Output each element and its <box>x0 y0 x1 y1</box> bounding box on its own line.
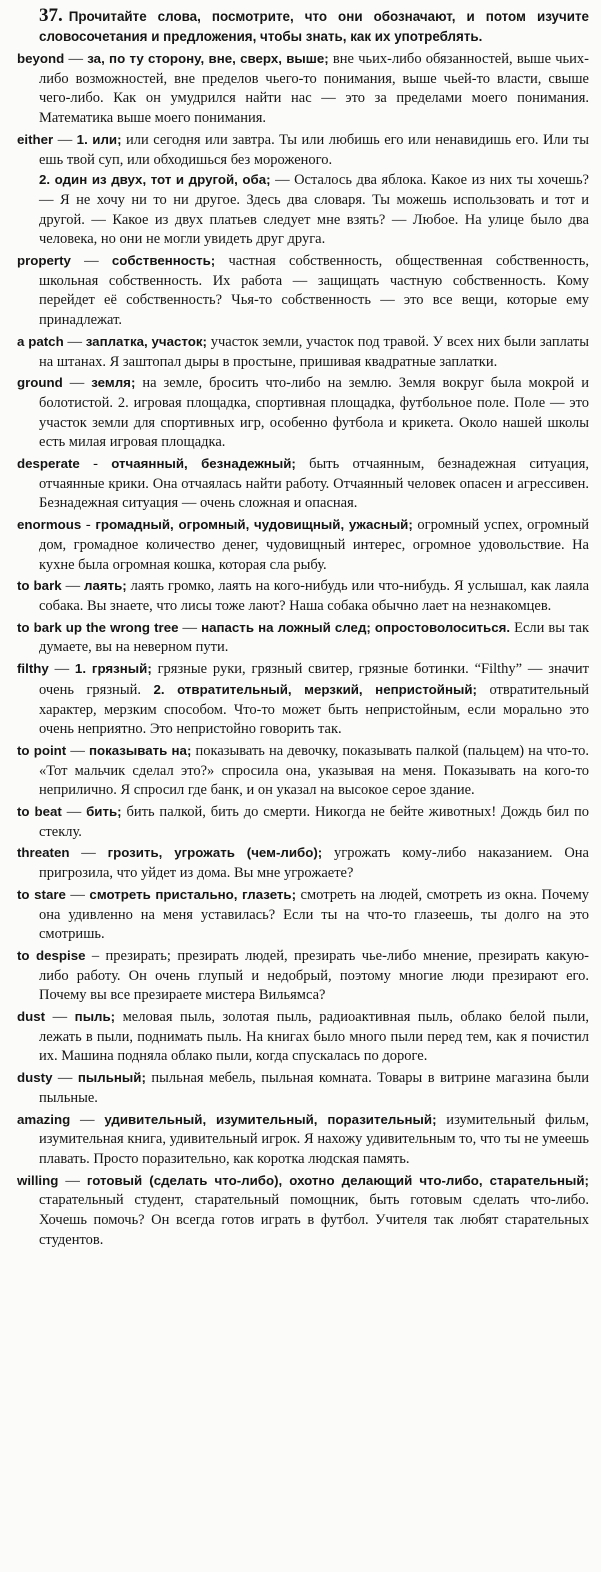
exercise-number: 37. <box>39 5 63 26</box>
headword: beyond <box>17 51 65 66</box>
gloss: пыль; <box>74 1009 116 1025</box>
headword: to bark up the wrong tree <box>17 619 179 635</box>
gloss: отчаянный, безнадежный; <box>111 456 296 472</box>
gloss: заплатка, участок; <box>85 333 207 349</box>
gloss: лаять; <box>84 578 127 594</box>
entry-text: изумительный фильм, изумительная книга, удивительный игрок. Я нахожу удивительным то, что ты не умеешь плавать. Просто поразительно, как коротка людская память. <box>39 1111 589 1167</box>
entry-text: Если вы так думаете, вы на неверном пути. <box>39 619 590 656</box>
entry-amazing <box>17 1110 589 1170</box>
entry-filthy <box>17 659 589 740</box>
separator: — <box>69 845 108 862</box>
entry-text: угрожать кому-либо наказанием. Она пригрозила, что уйдет из дома. Вы мне угрожаете? <box>39 845 589 882</box>
headword: threaten <box>17 845 70 861</box>
entry-enormous <box>17 515 589 575</box>
entry-to-bark-up-the-wrong-tree <box>17 618 589 658</box>
entry-willing <box>17 1171 589 1251</box>
gloss: готовый (сделать что-либо), охотно делающий что-либо, старательный; <box>86 1172 589 1188</box>
headword: filthy <box>17 661 49 677</box>
gloss: собственность; <box>111 253 216 269</box>
entry-to-point <box>17 741 589 801</box>
gloss-second-sense: 2. один из двух, тот и другой, оба; <box>39 172 271 188</box>
entry-beyond <box>17 49 589 129</box>
gloss: за, по ту сторону, вне, сверх, выше; <box>87 51 329 66</box>
entry-threaten <box>17 843 589 883</box>
entry-property <box>17 251 589 331</box>
entry-text: бить палкой, бить до смерти. Никогда не бейте животных! Дождь бил по стеклу. <box>39 804 590 840</box>
headword: ground <box>17 375 63 391</box>
separator: - <box>81 517 96 534</box>
separator: — <box>61 578 85 595</box>
headword: willing <box>17 1172 59 1188</box>
entry-text: старательный студент, старательный помощник, быть готовым сделать что-либо. Хочешь помочь? Он всегда готов играть в футбол. Учителя так любят старательных студентов. <box>39 1192 589 1248</box>
entry-text: презирать; презирать людей, презирать чье-либо мнение, презирать какую-либо работу. Он очень глупый и недобрый, поэтому многие люди презирают его. Почему вы все презираете мистера Вильямса? <box>39 947 590 1004</box>
entry-text: быть отчаянным, безнадежная ситуация, отчаянные крики. Она отчаялась найти работу. Отчаянный человек опасен и агрессивен. Безнадежная ситуация — очень сложная и опасная. <box>39 456 589 512</box>
entry-text: меловая пыль, золотая пыль, радиоактивная пыль, облако белой пыли, лежать в пыли, поднимать пыль. На книгах было много пыли перед тем, как я почистил их. Машина подняла облако пыли, когда спускалась по дороге. <box>39 1009 589 1065</box>
headword: to point <box>17 742 67 758</box>
separator: — <box>70 253 112 270</box>
exercise-header <box>17 6 589 47</box>
entry-text: лаять громко, лаять на кого-нибудь или что-нибудь. Я услышал, как лаяла собака. Вы знаете, что лисы тоже лают? Наша собака обычно лает на незнакомцев. <box>39 578 589 614</box>
entry-to-beat <box>17 802 589 842</box>
entry-ground <box>17 373 589 453</box>
gloss: показывать на; <box>88 742 192 758</box>
entry-text: смотреть на людей, смотреть из окна. Почему она удивленно на меня уставилась? Если ты на что-то глазеешь, ты долго на это смотришь. <box>39 886 589 943</box>
entry-desperate <box>17 454 589 514</box>
separator: — <box>53 131 77 148</box>
entry-text: грязные руки, грязный свитер, грязные ботинки. “Filthy” — значит очень грязный. <box>39 661 589 698</box>
separator: — <box>48 661 75 678</box>
headword: either <box>17 131 54 147</box>
gloss: грозить, угрожать (чем-либо); <box>107 845 323 861</box>
gloss: 1. грязный; <box>74 661 152 677</box>
entry-text: участок земли, участок под травой. У всех них были заплаты на штанах. Я заштопал дыры в простыне, пришивая квадратные заплатки. <box>39 333 589 370</box>
entry-a-patch <box>17 332 589 372</box>
entry-text: частная собственность, общественная собственность, школьная собственность. Их работа — защищать частную собственность. Кому перейдет её собственность? Чья-то собственность — это все вещи, которые ему принадлежат. <box>39 253 589 329</box>
gloss: смотреть пристально, глазеть; <box>89 886 297 902</box>
entry-text: или сегодня или завтра. Ты или любишь его или ненавидишь его. Или ты ешь твой суп, или обходишься без мороженого. <box>39 131 589 168</box>
entry-dusty <box>17 1068 589 1108</box>
entry-text: огромный успех, огромный дом, громадное количество денег, чудовищный интерес, огромное удовольствие. На кухне была огромная кошка, которая сла рыбу. <box>39 517 589 573</box>
separator: — <box>65 886 90 903</box>
entry-text: показывать на девочку, показывать палкой (пальцем) на что-то. «Тот мальчик сделал это?» спросила она, указывая на меня. Показывать на кого-то неприлично. Я спросил где банк, и он указал на высокое серое здание. <box>39 742 590 799</box>
entry-dust <box>17 1007 589 1067</box>
headword: to beat <box>17 804 62 820</box>
headword: to stare <box>17 886 66 902</box>
headword: enormous <box>17 517 82 533</box>
separator: — <box>45 1009 75 1026</box>
entry-to-despise <box>17 946 589 1006</box>
separator: — <box>63 333 86 350</box>
headword: to bark <box>17 578 62 594</box>
gloss: напасть на ложный след; опростоволоситься. <box>201 619 511 635</box>
separator: - <box>79 456 112 473</box>
separator: — <box>58 1172 87 1189</box>
entry-to-stare <box>17 885 589 945</box>
entry-text-second-sense: отвратительный характер, мерзким способом. Что-то может быть непристойным, если морально это очень неприятно. Это непристойно говорить так. <box>39 681 589 738</box>
separator: — <box>70 1111 105 1128</box>
gloss: удивительный, изумительный, поразительный; <box>104 1111 437 1127</box>
second-sense <box>39 170 589 250</box>
separator: — <box>52 1070 78 1087</box>
headword: amazing <box>17 1111 71 1127</box>
entry-either <box>17 130 589 250</box>
headword: a patch <box>17 333 64 349</box>
separator: — <box>62 375 92 392</box>
separator: — <box>178 619 202 636</box>
separator: — <box>61 804 87 821</box>
exercise-instruction: Прочитайте слова, посмотрите, что они обозначают, и потом изучите словосочетания и предложения, чтобы знать, как их употреблять. <box>39 9 589 44</box>
headword: desperate <box>17 456 80 472</box>
headword: to despise <box>17 947 86 963</box>
entry-text: на земле, бросить что-либо на землю. Земля вокруг была мокрой и болотистой. 2. игровая площадка, спортивная площадка, футбольное поле. Поле — это участок земли для спортивных игр, особенно футбола и крикета. Около нашей школы есть милая игровая площадка. <box>39 375 590 451</box>
separator: — <box>66 742 89 759</box>
headword: dust <box>17 1009 46 1025</box>
headword: property <box>17 253 71 269</box>
headword: dusty <box>17 1070 53 1086</box>
entry-to-bark <box>17 576 589 616</box>
entry-text: пыльная мебель, пыльная комната. Товары в витрине магазина были пыльные. <box>39 1070 589 1106</box>
gloss: земля; <box>91 375 136 391</box>
separator: — <box>64 51 88 67</box>
gloss: пыльный; <box>77 1070 146 1086</box>
gloss: 1. или; <box>76 131 122 147</box>
gloss: громадный, огромный, чудовищный, ужасный; <box>95 517 413 533</box>
separator: – <box>85 947 106 964</box>
entry-text: вне чьих-либо обязанностей, выше чьих-либо возможностей, вне пределов чьего-то понимания, выше чьей-то власти, свыше чего-либо. Как он умудрился найти нас — это за пределами моего понимания. Математика выше моего понимания. <box>39 51 589 127</box>
gloss-second-sense: 2. отвратительный, мерзкий, непристойный; <box>153 681 477 697</box>
gloss: бить; <box>86 804 122 820</box>
entry-text-second-sense: — Осталось два яблока. Какое из них ты хочешь? — Я не хочу ни то ни другое. Здесь два словаря. Ты можешь использовать и тот и другой. — Какое из двух платьев следует мне взять? — Любое. На улице было два человека, но они не могли увидеть друг друга. <box>39 172 589 248</box>
